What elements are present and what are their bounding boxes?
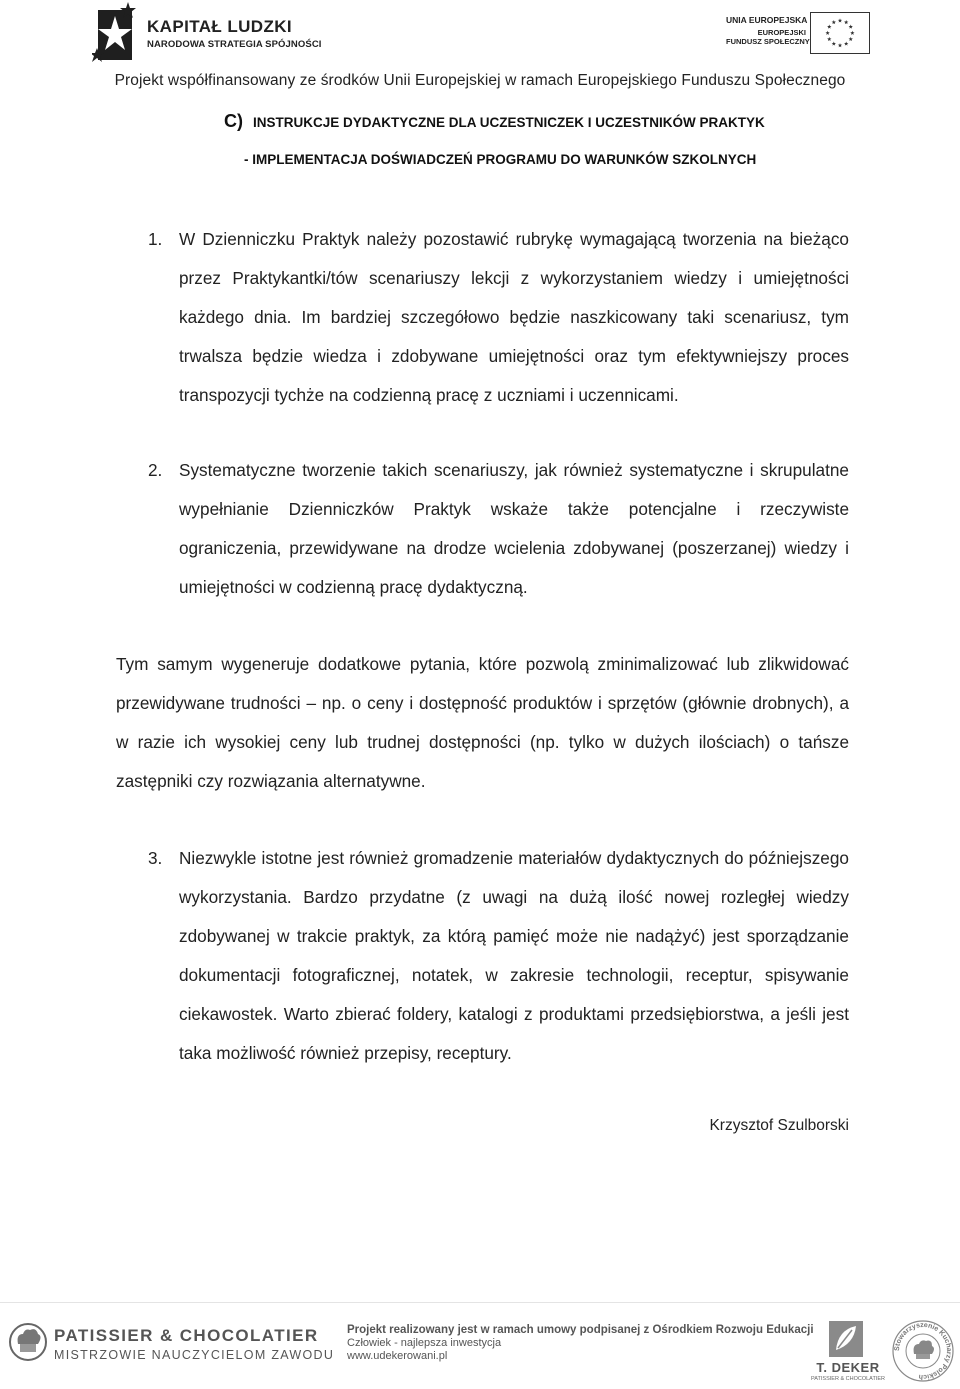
deker-subtitle: PATISSIER & CHOCOLATIER <box>811 1376 885 1382</box>
author-signature: Krzysztof Szulborski <box>709 1117 849 1134</box>
project-website-link[interactable]: www.udekerowani.pl <box>347 1350 448 1362</box>
item-3-number: 3. <box>148 848 163 868</box>
eu-star-icon <box>849 37 853 41</box>
item-1-text: W Dzienniczku Praktyk należy pozostawić rubrykę wymagającą tworzenia na bieżąco przez Praktykantki/tów scenariuszy lekcji z wykorzystaniem wiedzy i umiejętności każdego dnia. Im bardziej szczegółowo będzie naszkicowany taki scenariusz, tym trwalsza będzie wiedza i zdobywane umiejętności oraz tym efektywniejszy proces transpozycji tychże na codzienną pracę z uczniami i uczennicami. <box>179 229 849 405</box>
eu-star-icon <box>827 37 831 41</box>
funding-line <box>0 72 960 90</box>
project-line-1: Projekt realizowany jest w ramach umowy podpisanej z Ośrodkiem Rozwoju Edukacji <box>347 1324 814 1336</box>
section-heading <box>224 111 765 132</box>
section-subtitle: - IMPLEMENTACJA DOŚWIADCZEŃ PROGRAMU DO WARUNKÓW SZKOLNYCH <box>244 152 757 167</box>
section-letter: C) <box>224 111 243 131</box>
chef-hat-icon <box>8 1322 48 1366</box>
section-title: INSTRUKCJE DYDAKTYCZNE DLA UCZESTNICZEK I UCZESTNIKÓW PRAKTYK <box>253 115 765 130</box>
eu-star-icon <box>844 20 848 24</box>
eu-flag-icon <box>810 12 870 54</box>
eu-star-icon <box>844 41 848 45</box>
eu-logo <box>726 10 872 56</box>
deker-name: T. DEKER <box>816 1360 880 1375</box>
pc-title: PATISSIER & CHOCOLATIER <box>54 1326 319 1345</box>
eu-star-icon <box>827 25 831 29</box>
funding-text: Projekt współfinansowany ze środków Unii Europejskiej w ramach Europejskiego Funduszu Społecznego <box>114 72 846 89</box>
eu-star-icon <box>849 25 853 29</box>
kapital-ludzki-star-icon <box>92 2 138 64</box>
kapital-ludzki-subtitle: NARODOWA STRATEGIA SPÓJNOŚCI <box>147 39 322 50</box>
kapital-ludzki-logo <box>92 0 322 66</box>
item-2-number: 2. <box>148 460 163 480</box>
kapital-ludzki-title: KAPITAŁ LUDZKI <box>147 17 293 36</box>
footer-divider <box>0 1302 960 1303</box>
item-2-text: Systematyczne tworzenie takich scenariuszy, jak również systematyczne i skrupulatne wypełnianie Dzienniczków Praktyk wskaże także potencjalne i rzeczywiste ograniczenia, przewidywane na drodze wcielenia zdobywanej (poszerzanej) wiedzy i umiejętności w codzienną pracę dydaktyczną. <box>179 460 849 597</box>
stowarzyszenie-text: Stowarzyszenie Kucharzy Polskich <box>893 1321 953 1381</box>
stowarzyszenie-badge-icon <box>890 1318 956 1384</box>
item-3-text: Niezwykle istotne jest również gromadzenie materiałów dydaktycznych do późniejszego wykorzystania. Bardzo przydatne (z uwagi na dużą ilość nowej rozległej wiedzy zdobywanej w trakcie praktyk, za którą pamięć może nie nadążyć) jest sporządzanie dokumentacji fotograficznej, notatek, w zakresie technologii, receptur, spisywanie ciekawostek. Warto zbierać foldery, katalogi z produktami przedsiębiorstwa, a jeśli jest taka możliwość również przepisy, receptury. <box>179 848 849 1063</box>
item-1-number: 1. <box>148 229 163 249</box>
eu-star-icon <box>825 31 829 35</box>
project-info <box>347 1324 814 1362</box>
project-line-2: Człowiek - najlepsza inwestycja <box>347 1337 502 1349</box>
eu-line-1: UNIA EUROPEJSKA <box>726 15 808 25</box>
t-deker-logo <box>808 1318 888 1384</box>
eu-star-icon <box>850 31 854 35</box>
pc-subtitle: MISTRZOWIE NAUCZYCIELOM ZAWODU <box>54 1348 335 1362</box>
eu-line-3: FUNDUSZ SPOŁECZNY <box>726 37 810 46</box>
leaf-emblem-icon <box>828 1320 864 1358</box>
eu-line-2: EUROPEJSKI <box>757 28 806 37</box>
middle-paragraph: Tym samym wygeneruje dodatkowe pytania, które pozwolą zminimalizować lub zlikwidować przewidywane trudności – np. o ceny i dostępność produktów i sprzętów (głównie drobnych), a w razie ich wysokiej ceny lub trudnej dostępności (np. tylko w dużych ilościach) o tańsze zastępniki czy rozwiązania alternatywne. <box>116 654 849 791</box>
eu-star-icon <box>838 43 842 47</box>
stowarzyszenie-kucharzy-logo <box>890 1318 956 1384</box>
eu-star-icon <box>838 18 842 22</box>
eu-star-icon <box>832 41 836 45</box>
eu-star-icon <box>832 20 836 24</box>
patissier-chocolatier-logo <box>8 1322 335 1372</box>
